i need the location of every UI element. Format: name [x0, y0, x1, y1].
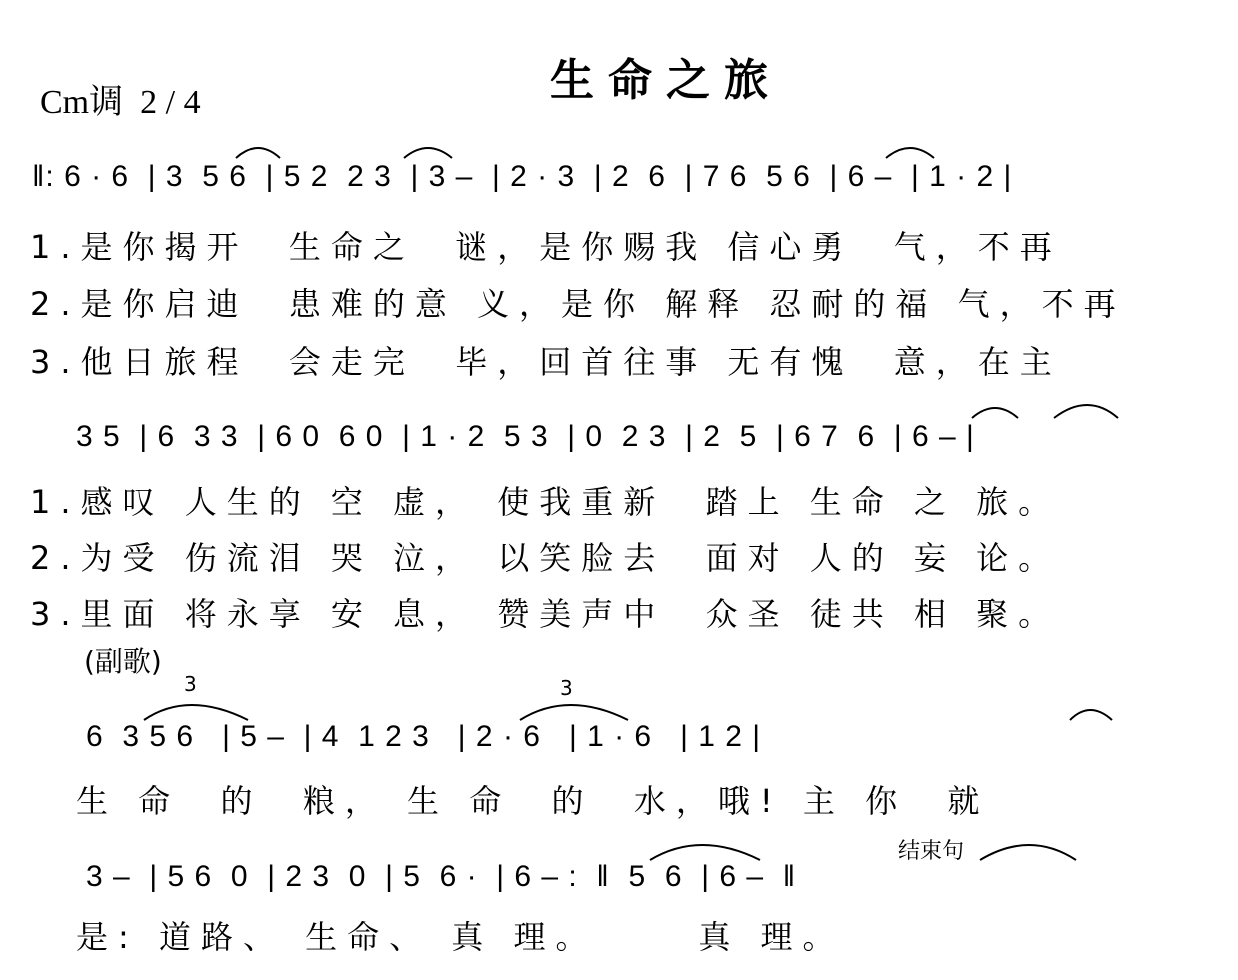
lyric-line-2-verse-3: 3.里面 将永享 安 息， 赞美声中 众圣 徒共 相 聚。: [30, 595, 1061, 633]
lyric-line-1-verse-1: 1.是你揭开 生命之 谜，是你赐我 信心勇 气，不再: [30, 228, 1062, 266]
notation-line-1: ‖: 6 · 6 | 3 5 6 | 5 2 2 3 | 3 – | 2 · 3 | 2 6 | 7 6 5 6 | 6 – | 1 · 2 |: [32, 160, 1013, 193]
lyric-line-4: 是: 道路、 生命、 真 理。 真 理。: [76, 918, 845, 956]
key-signature: Cm调 2 / 4: [40, 84, 201, 121]
notation-line-4: 3 – | 5 6 0 | 2 3 0 | 5 6 · | 6 – : ‖ 5 6 | 6 – ‖: [86, 860, 797, 893]
triplet-mark: 3: [184, 672, 197, 696]
notation-line-2: 3 5 | 6 3 3 | 6 0 6 0 | 1 · 2 5 3 | 0 2 3 | 2 5 | 6 7 6 | 6 – |: [76, 420, 975, 453]
lyric-line-1-verse-2: 2.是你启迪 患难的意 义，是你 解释 忍耐的福 气，不再: [30, 285, 1126, 323]
lyric-line-2-verse-1: 1.感叹 人生的 空 虚， 使我重新 踏上 生命 之 旅。: [30, 483, 1061, 521]
lyric-line-2-verse-2: 2.为受 伤流泪 哭 泣， 以笑脸去 面对 人的 妄 论。: [30, 539, 1061, 577]
notation-line-3: 6 3 5 6 | 5 – | 4 1 2 3 | 2 · 6 | 1 · 6 | 1 2 |: [86, 720, 762, 753]
triplet-mark-2: 3: [560, 676, 573, 700]
lyric-line-1-verse-3: 3.他日旅程 会走完 毕，回首往事 无有愧 意，在主: [30, 343, 1062, 381]
song-title: 生命之旅: [550, 55, 782, 106]
ending-label: 结束句: [898, 839, 965, 864]
lyric-line-3: 生 命 的 粮， 生 命 的 水，哦! 主 你 就: [76, 782, 990, 820]
chorus-label: (副歌): [84, 645, 162, 678]
